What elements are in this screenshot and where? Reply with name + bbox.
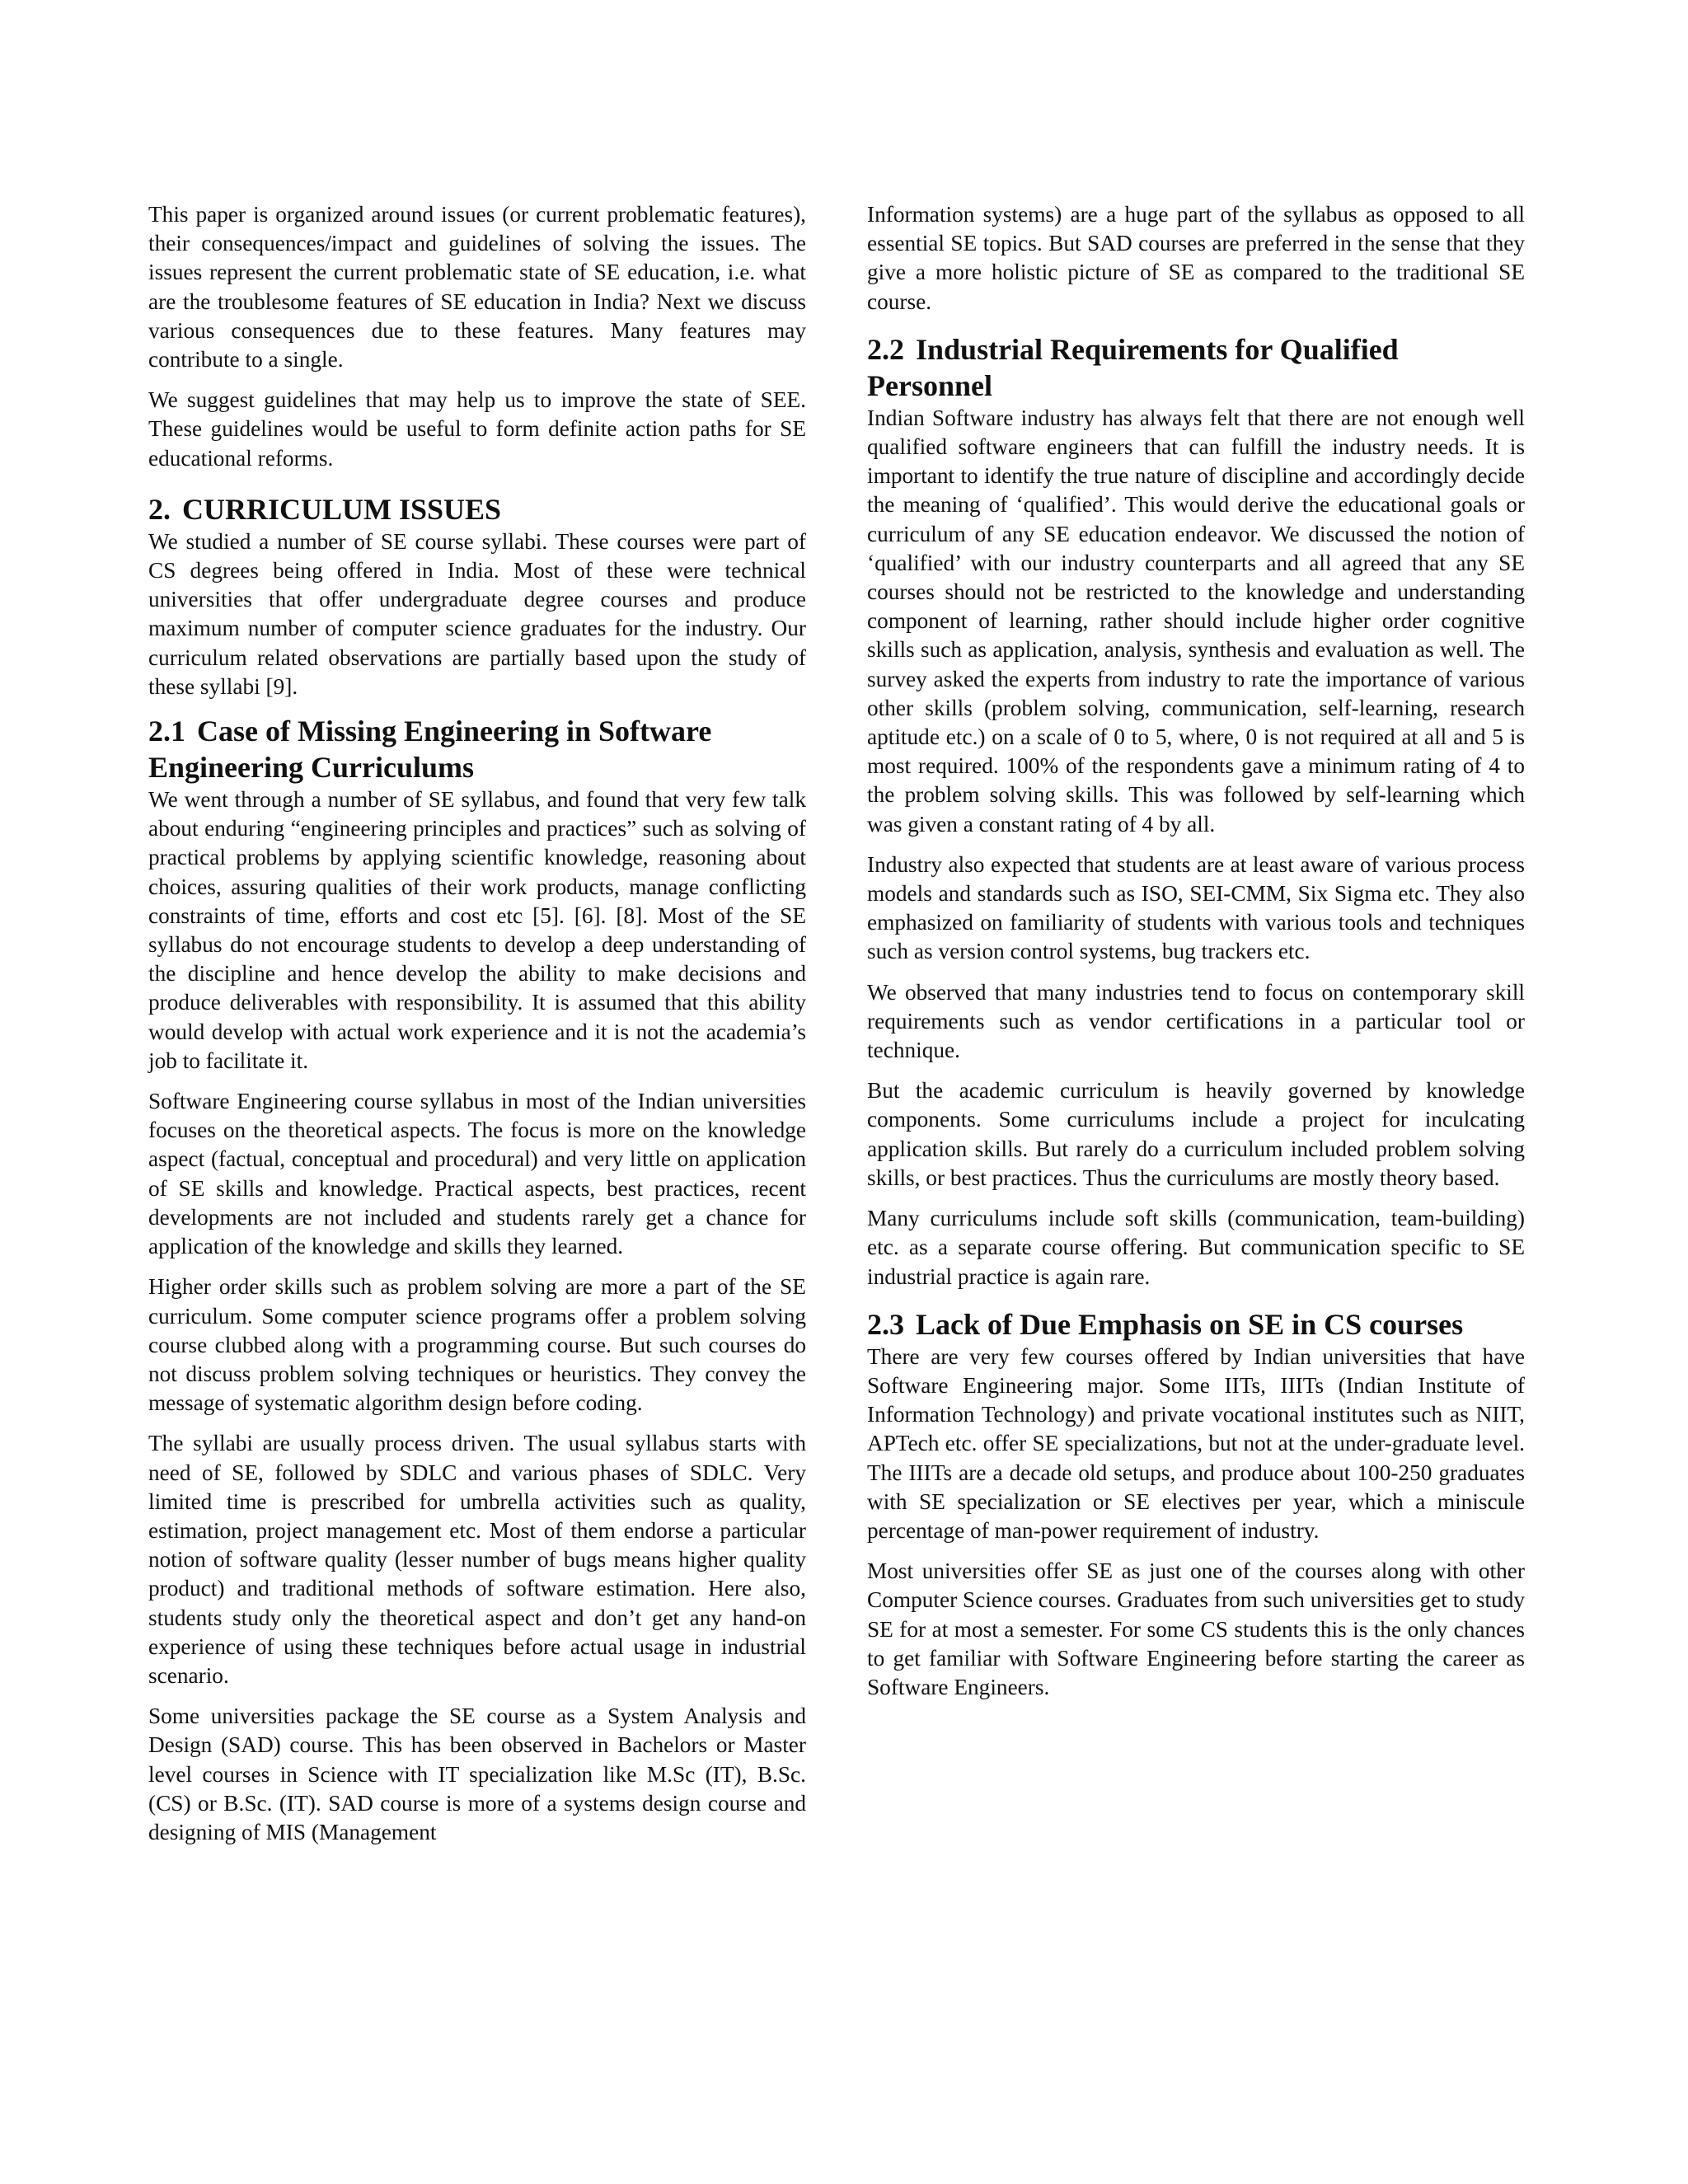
- section-2-2-title: Industrial Requirements for Qualified Personnel: [867, 332, 1399, 402]
- section-2-2-number: 2.2: [867, 332, 904, 366]
- section-2-1-paragraph-5: Some universities package the SE course as a System Analysis and Design (SAD) course. This has been observed in Bachelors or Master level courses in Science with IT specialization like M.Sc (IT), B.Sc. (CS) or B.Sc. (IT). SAD course is more of a systems design course and designing of MIS (Management: [148, 1704, 806, 1844]
- section-2-heading: [148, 491, 806, 527]
- left-column: [148, 200, 806, 1858]
- section-2-1-number: 2.1: [148, 715, 185, 748]
- section-2-1-paragraph-2: Software Engineering course syllabus in most of the Indian universities focuses on the theoretical aspects. The focus is more on the knowledge aspect (factual, conceptual and procedural) and very little on application of SE skills and knowledge. Practical aspects, best practices, recent developments are not included and students rarely get a chance for application of the knowledge and skills they learned.: [148, 1089, 806, 1259]
- section-2-2-paragraph-4: But the academic curriculum is heavily governed by knowledge components. Some curriculums include a project for inculcating application skills. But rarely do a curriculum included problem solving skills, or best practices. Thus the curriculums are mostly theory based.: [867, 1078, 1525, 1190]
- section-2-number: 2.: [148, 492, 171, 526]
- section-2-1-paragraph-4: The syllabi are usually process driven. The usual syllabus starts with need of SE, followed by SDLC and various phases of SDLC. Very limited time is prescribed for umbrella activities such as quality, estimation, project management etc. Most of them endorse a particular notion of software quality (lesser number of bugs means higher quality product) and traditional methods of software estimation. Here also, students study only the theoretical aspect and don’t get any hand-on experience of using these techniques before actual usage in industrial scenario.: [148, 1431, 806, 1688]
- section-2-1-paragraph-1: We went through a number of SE syllabus, and found that very few talk about enduring “engineering principles and practices” such as solving of practical problems by applying scientific knowledge, reasoning about choices, assuring qualities of their work products, manage conflicting constraints of time, efforts and cost etc [5]. [6]. [8]. Most of the SE syllabus do not encourage students to develop a deep understanding of the discipline and hence develop the ability to make decisions and produce deliverables with responsibility. It is assumed that this ability would develop with actual work experience and it is not the academia’s job to facilitate it.: [148, 787, 806, 1073]
- continued-paragraph: Information systems) are a huge part of the syllabus as opposed to all essential SE topics. But SAD courses are preferred in the sense that they give a more holistic picture of SE as compared to the traditional SE course.: [867, 202, 1525, 314]
- section-2-3-paragraph-1: There are very few courses offered by Indian universities that have Software Engineering major. Some IITs, IIITs (Indian Institute of Information Technology) and private vocational institutes such as NIIT, APTech etc. offer SE specializations, but not at the under-graduate level. The IIITs are a decade old setups, and produce about 100-250 graduates with SE specialization or SE electives per year, which a miniscule percentage of man-power requirement of industry.: [867, 1343, 1525, 1543]
- intro-paragraph-1: This paper is organized around issues (or current problematic features), their consequences/impact and guidelines of solving the issues. The issues represent the current problematic state of SE education, i.e. what are the troublesome features of SE education in India? Next we discuss various consequences due to these features. Many features may contribute to a single.: [148, 202, 806, 373]
- section-2-3-number: 2.3: [867, 1307, 904, 1341]
- section-2-2-paragraph-2: Industry also expected that students are at least aware of various process models and standards such as ISO, SEI-CMM, Six Sigma etc. They also emphasized on familiarity of students with various tools and techniques such as version control systems, bug trackers etc.: [867, 851, 1525, 964]
- section-2-3-title: Lack of Due Emphasis on SE in CS courses: [916, 1307, 1464, 1341]
- right-column: [867, 200, 1525, 1713]
- section-2-title: CURRICULUM ISSUES: [182, 492, 502, 526]
- section-2-2-paragraph-5: Many curriculums include soft skills (communication, team-building) etc. as a separate course offering. But communication specific to SE industrial practice is again rare.: [867, 1206, 1525, 1289]
- section-2-1-title: Case of Missing Engineering in Software Engineering Curriculums: [148, 715, 712, 785]
- section-2-3-paragraph-2: Most universities offer SE as just one of the courses along with other Computer Science courses. Graduates from such universities get to study SE for at most a semester. For some CS students this is the only chances to get familiar with Software Engineering before starting the career as Software Engineers.: [867, 1558, 1525, 1699]
- section-2-1-paragraph-3: Higher order skills such as problem solving are more a part of the SE curriculum. Some computer science programs offer a problem solving course clubbed along with a programming course. But such courses do not discuss problem solving techniques or heuristics. They convey the message of systematic algorithm design before coding.: [148, 1274, 806, 1416]
- section-2-2-paragraph-1: Indian Software industry has always felt that there are not enough well qualified software engineers that can fulfill the industry needs. It is important to identify the true nature of discipline and accordingly decide the meaning of ‘qualified’. This would derive the educational goals or curriculum of any SE education endeavor. We discussed the notion of ‘qualified’ with our industry counterparts and all agreed that any SE courses should not be restricted to the knowledge and understanding component of learning, rather should include higher order cognitive skills such as application, analysis, synthesis and evaluation as well. The survey asked the experts from industry to rate the importance of various other skills (problem solving, communication, self-learning, research aptitude etc.) on a scale of 0 to 5, where, 0 is not required at all and 5 is most required. 100% of the respondents gave a minimum rating of 4 to the problem solving skills. This was followed by self-learning which was given a constant rating of 4 by all.: [867, 405, 1525, 837]
- section-2-2-paragraph-3: We observed that many industries tend to focus on contemporary skill requirements such as vendor certifications in a particular tool or technique.: [867, 979, 1525, 1063]
- section-2-paragraph-1: We studied a number of SE course syllabi. These courses were part of CS degrees being offered in India. Most of these were technical universities that offer undergraduate degree courses and produce maximum number of computer science graduates for the industry. Our curriculum related observations are partially based upon the study of these syllabi [9].: [148, 528, 806, 699]
- intro-paragraph-2: We suggest guidelines that may help us to improve the state of SEE. These guidelines would be useful to form definite action paths for SE educational reforms.: [148, 387, 806, 471]
- section-2-3-heading: [867, 1306, 1525, 1343]
- section-2-1-heading: [148, 713, 806, 785]
- section-2-2-heading: [867, 331, 1525, 404]
